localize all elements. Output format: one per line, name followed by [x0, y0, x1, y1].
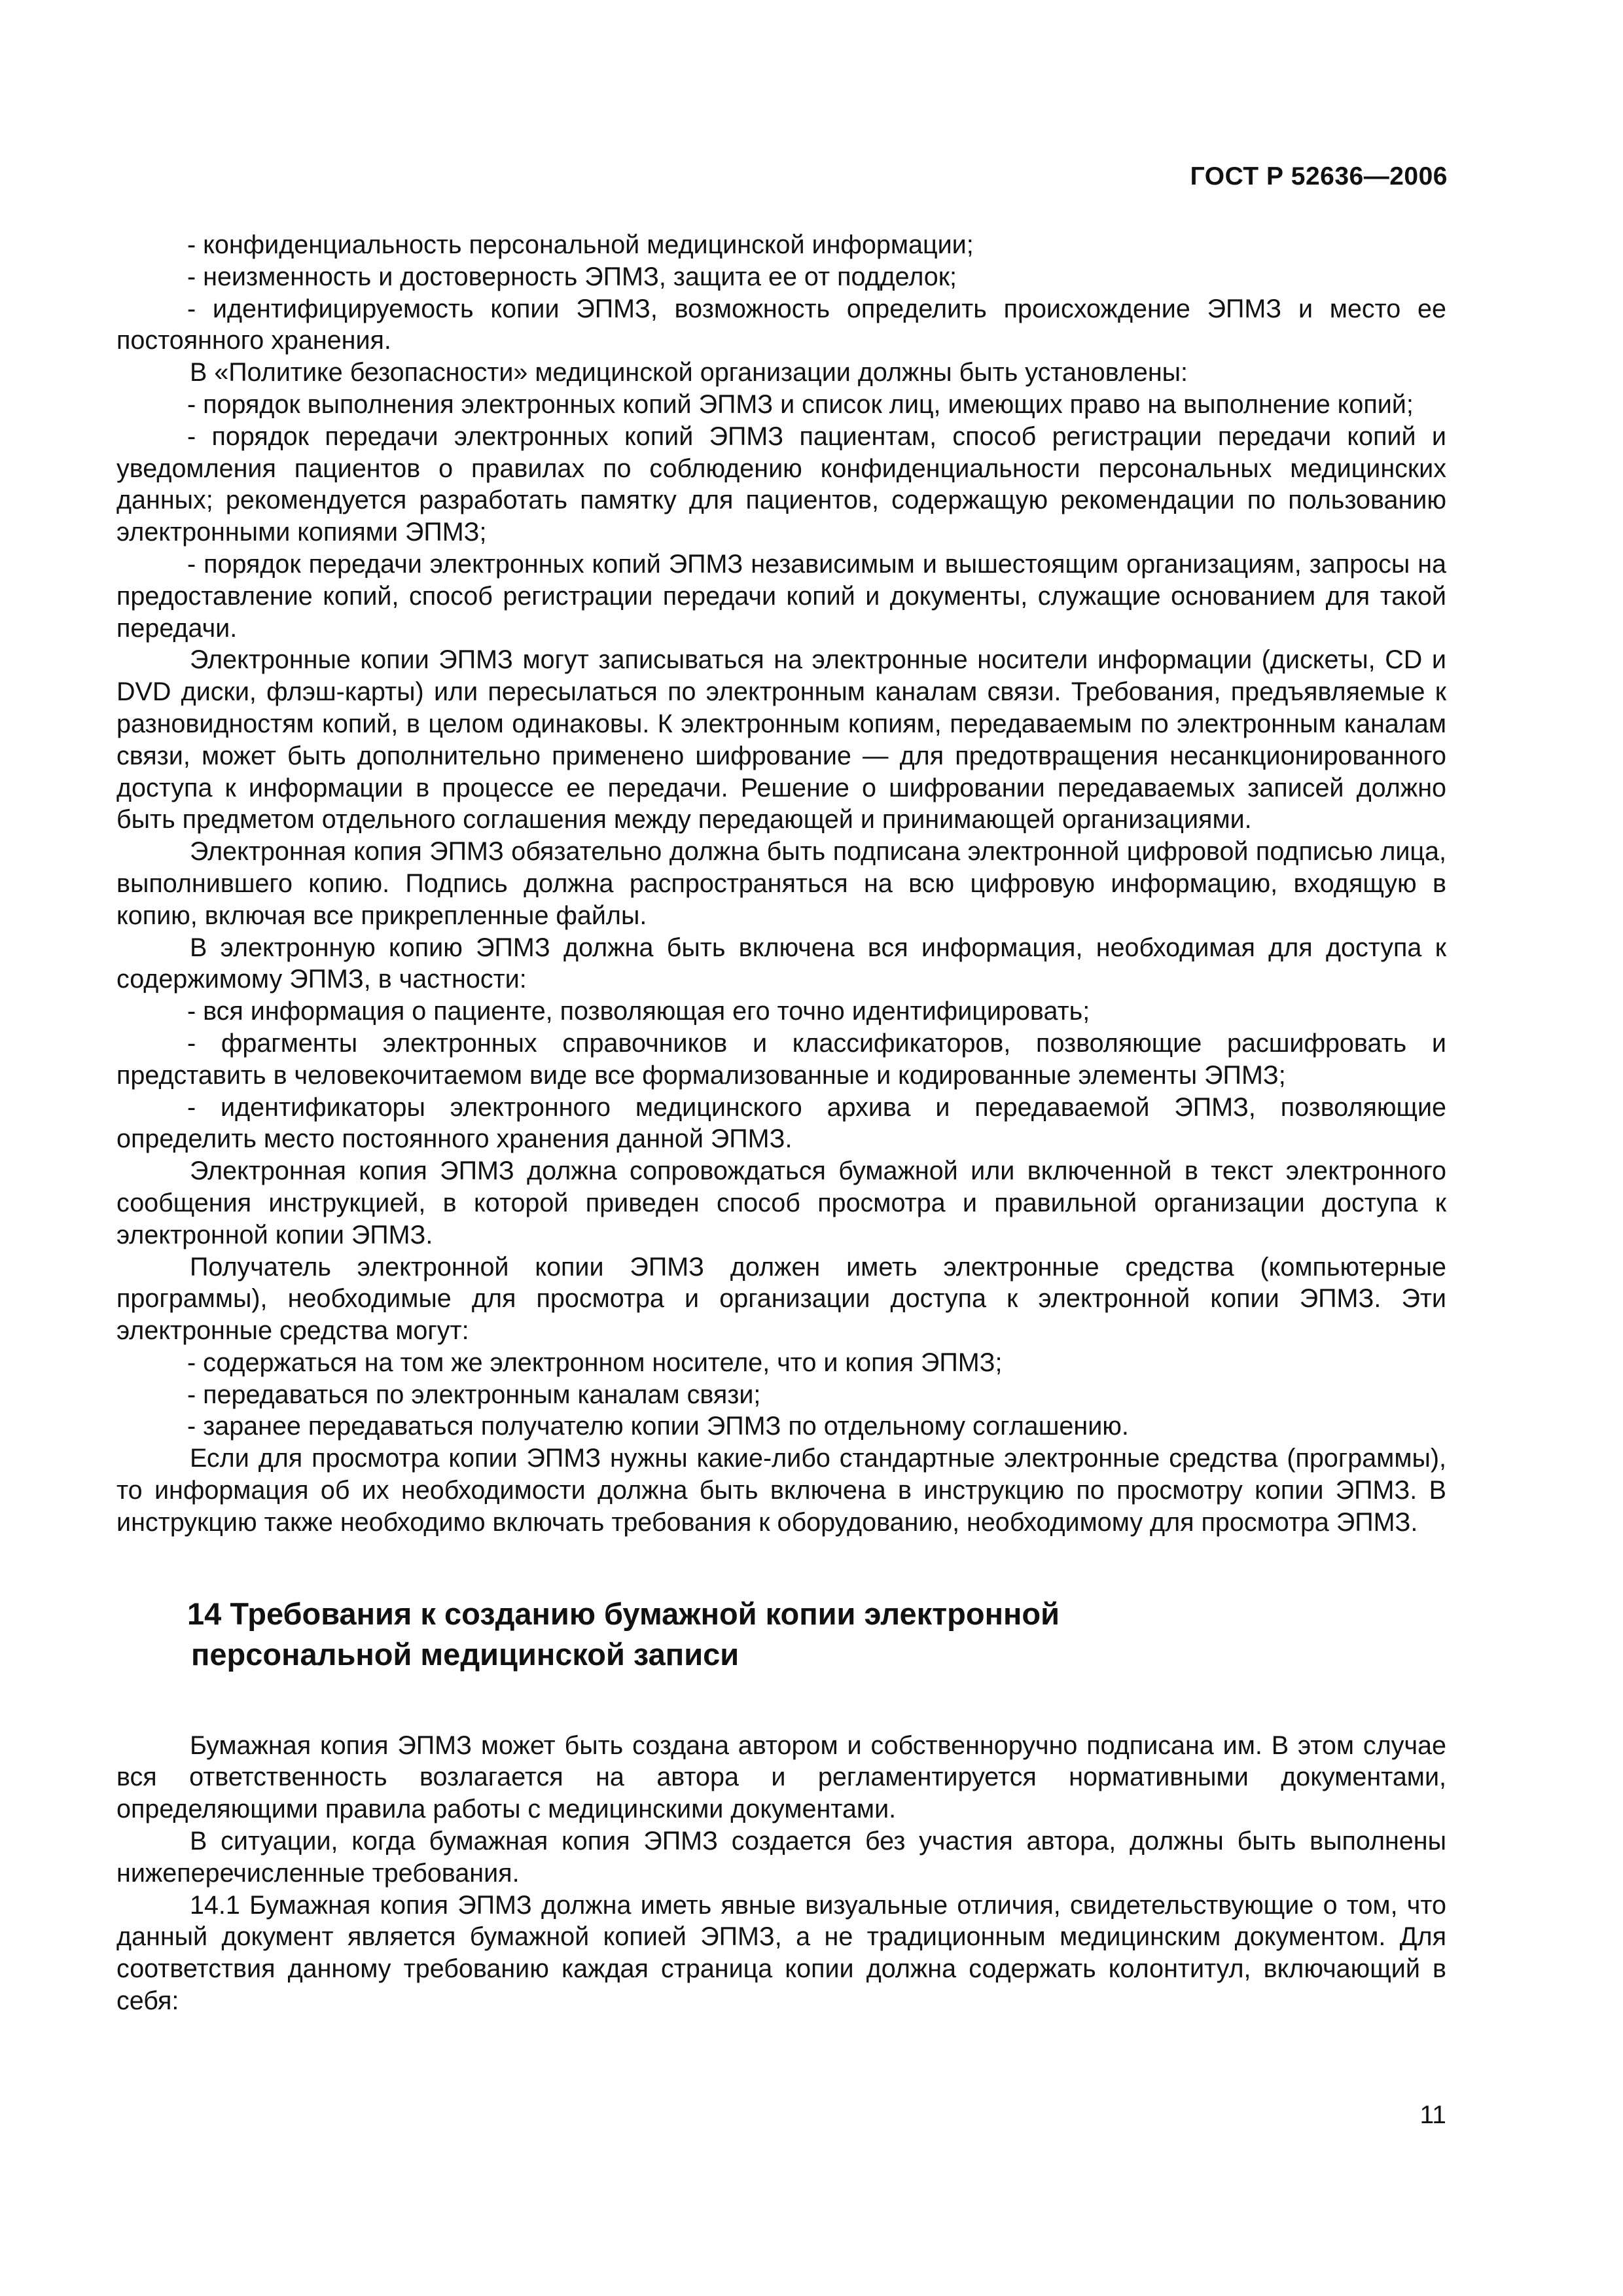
section-heading-line-2: персональной медицинской записи	[191, 1636, 740, 1672]
document-body	[116, 229, 1446, 2017]
paragraph: В ситуации, когда бумажная копия ЭПМЗ создается без участия автора, должны быть выполнены нижеперечисленные требования.	[116, 1827, 1446, 1888]
paragraph: 14.1 Бумажная копия ЭПМЗ должна иметь явные визуальные отличия, свидетельствующие о том, что данный документ является бумажной копией ЭПМЗ, а не традиционным медицинским документом. Для соответствия данному требованию каждая страница копии должна содержать колонтитул, включающий в себя:	[116, 1890, 1446, 2016]
bullet-item: - идентифицируемость копии ЭПМЗ, возможность определить происхождение ЭПМЗ и место ее постоянного хранения.	[116, 294, 1446, 355]
paragraph: Электронная копия ЭПМЗ обязательно должна быть подписана электронной цифровой подписью лица, выполнившего копию. Подпись должна распространяться на всю цифровую информацию, входящую в копию, включая все прикрепленные файлы.	[116, 837, 1446, 930]
section-heading-line-1: 14 Требования к созданию бумажной копии электронной	[187, 1596, 1060, 1631]
bullet-item: - конфиденциальность персональной медицинской информации;	[187, 230, 974, 259]
paragraph: В «Политике безопасности» медицинской организации должны быть установлены:	[190, 358, 1188, 387]
document-code-header: ГОСТ Р 52636—2006	[1190, 162, 1448, 190]
paragraph: Бумажная копия ЭПМЗ может быть создана автором и собственноручно подписана им. В этом случае вся ответственность возлагается на автора и регламентируется нормативными документами, определяющими правила работы с медицинскими документами.	[116, 1731, 1446, 1824]
bullet-item: - фрагменты электронных справочников и классификаторов, позволяющие расшифровать и представить в человекочитаемом виде все формализованные и кодированные элементы ЭПМЗ;	[116, 1028, 1446, 1090]
bullet-item: - содержаться на том же электронном носителе, что и копия ЭПМЗ;	[187, 1348, 1003, 1377]
bullet-item: - порядок выполнения электронных копий ЭПМЗ и список лиц, имеющих право на выполнение копий;	[187, 389, 1414, 419]
bullet-item: - идентификаторы электронного медицинского архива и передаваемой ЭПМЗ, позволяющие определить место постоянного хранения данной ЭПМЗ.	[116, 1092, 1446, 1154]
bullet-item: - передаваться по электронным каналам связи;	[187, 1380, 761, 1409]
body-text-after-section	[116, 1730, 1446, 2017]
bullet-item: - неизменность и достоверность ЭПМЗ, защита ее от подделок;	[187, 262, 957, 291]
page-number: 11	[1419, 2101, 1446, 2129]
section-heading	[187, 1594, 1446, 1675]
bullet-item: - порядок передачи электронных копий ЭПМЗ пациентам, способ регистрации передачи копий и уведомления пациентов о правилах по соблюдению конфиденциальности персональных медицинских данных; рекомендуется разработать памятку для пациентов, содержащую рекомендации по пользованию электронными копиями ЭПМЗ;	[116, 422, 1446, 547]
paragraph: Если для просмотра копии ЭПМЗ нужны какие-либо стандартные электронные средства (программы), то информация об их необходимости должна быть включена в инструкцию по просмотру копии ЭПМЗ. В инструкцию также необходимо включать требования к оборудованию, необходимому для просмотра ЭПМЗ.	[116, 1444, 1446, 1537]
bullet-item: - вся информация о пациенте, позволяющая его точно идентифицировать;	[187, 997, 1090, 1026]
paragraph: Получатель электронной копии ЭПМЗ должен иметь электронные средства (компьютерные программы), необходимые для просмотра и организации доступа к электронной копии ЭПМЗ. Эти электронные средства могут:	[116, 1252, 1446, 1346]
paragraph: В электронную копию ЭПМЗ должна быть включена вся информация, необходимая для доступа к содержимому ЭПМЗ, в частности:	[116, 933, 1446, 994]
paragraph: Электронные копии ЭПМЗ могут записываться на электронные носители информации (дискеты, CD и DVD диски, флэш-карты) или пересылаться по электронным каналам связи. Требования, предъявляемые к разновидностям копий, в целом одинаковы. К электронным копиям, передаваемым по электронным каналам связи, может быть дополнительно применено шифрование — для предотвращения несанкционированного доступа к информации в процессе ее передачи. Решение о шифровании передаваемых записей должно быть предметом отдельного соглашения между передающей и принимающей организациями.	[116, 645, 1446, 834]
body-text-before-section	[116, 229, 1446, 1539]
bullet-item: - заранее передаваться получателю копии ЭПМЗ по отдельному соглашению.	[187, 1412, 1129, 1441]
bullet-item: - порядок передачи электронных копий ЭПМЗ независимым и вышестоящим организациям, запросы на предоставление копий, способ регистрации передачи копий и документы, служащие основанием для такой передачи.	[116, 549, 1446, 643]
paragraph: Электронная копия ЭПМЗ должна сопровождаться бумажной или включенной в текст электронного сообщения инструкцией, в которой приведен способ просмотра и правильной организации доступа к электронной копии ЭПМЗ.	[116, 1157, 1446, 1249]
